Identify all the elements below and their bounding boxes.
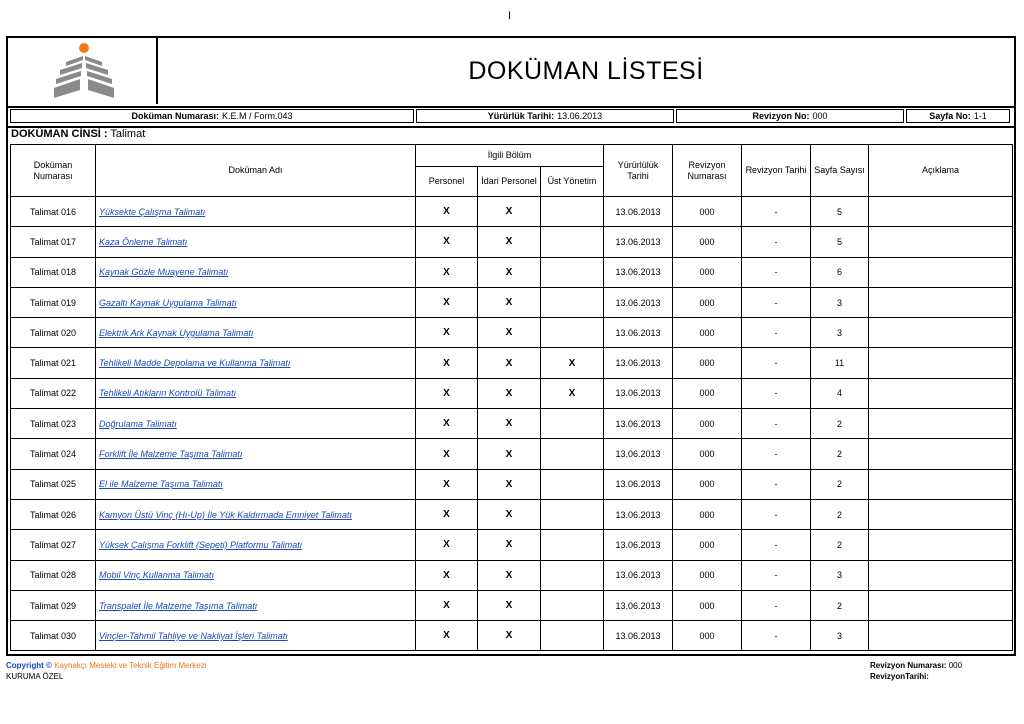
cell-revision-no: 000 xyxy=(673,318,742,348)
effective-date-cell xyxy=(416,109,674,123)
cell-personel: X xyxy=(416,378,478,408)
cell-revision-date: - xyxy=(742,590,811,620)
cell-note xyxy=(869,197,1013,227)
cell-doc-no: Talimat 026 xyxy=(11,499,96,529)
cell-revision-date: - xyxy=(742,621,811,651)
revision-no-value: 000 xyxy=(812,111,828,121)
cell-idari-personel: X xyxy=(478,439,541,469)
cell-effective-date: 13.06.2013 xyxy=(604,348,673,378)
cell-ust-yonetim: X xyxy=(541,348,604,378)
table-row xyxy=(11,621,1013,651)
page-marker: I xyxy=(508,10,512,22)
cell-revision-no: 000 xyxy=(673,530,742,560)
cell-revision-date: - xyxy=(742,499,811,529)
doc-link[interactable]: Yüksek Çalışma Forklift (Sepeti) Platformu Talimatı xyxy=(99,539,303,550)
cell-doc-name xyxy=(96,227,416,257)
cell-doc-no: Talimat 025 xyxy=(11,469,96,499)
cell-doc-no: Talimat 016 xyxy=(11,197,96,227)
cell-personel: X xyxy=(416,227,478,257)
table-row xyxy=(11,287,1013,317)
cell-doc-no: Talimat 019 xyxy=(11,287,96,317)
cell-revision-no: 000 xyxy=(673,287,742,317)
cell-revision-no: 000 xyxy=(673,621,742,651)
document-frame xyxy=(6,36,1016,656)
cell-idari-personel: X xyxy=(478,590,541,620)
doc-link[interactable]: Gazaltı Kaynak Uygulama Talimatı xyxy=(99,297,237,308)
cell-idari-personel: X xyxy=(478,409,541,439)
cell-doc-name xyxy=(96,560,416,590)
cell-revision-date: - xyxy=(742,409,811,439)
cell-ust-yonetim xyxy=(541,409,604,439)
doc-link[interactable]: Transpalet İle Malzeme Taşıma Talimatı xyxy=(99,600,258,611)
cell-idari-personel: X xyxy=(478,318,541,348)
cell-page-count: 5 xyxy=(811,227,869,257)
cell-revision-no: 000 xyxy=(673,348,742,378)
meta-row xyxy=(8,108,1014,128)
footer-right xyxy=(870,660,962,682)
cell-revision-no: 000 xyxy=(673,197,742,227)
cell-effective-date: 13.06.2013 xyxy=(604,287,673,317)
cell-page-count: 3 xyxy=(811,287,869,317)
cell-personel: X xyxy=(416,348,478,378)
cell-revision-date: - xyxy=(742,530,811,560)
cell-revision-date: - xyxy=(742,439,811,469)
cell-revision-date: - xyxy=(742,378,811,408)
doc-number-cell xyxy=(10,109,414,123)
cell-note xyxy=(869,590,1013,620)
cell-revision-no: 000 xyxy=(673,590,742,620)
cell-doc-no: Talimat 022 xyxy=(11,378,96,408)
cell-idari-personel: X xyxy=(478,287,541,317)
cell-revision-no: 000 xyxy=(673,499,742,529)
document-type xyxy=(11,128,145,140)
cell-idari-personel: X xyxy=(478,257,541,287)
cell-personel: X xyxy=(416,621,478,651)
cell-revision-no: 000 xyxy=(673,439,742,469)
cell-note xyxy=(869,378,1013,408)
col-revision-no: Revizyon Numarası xyxy=(673,145,742,197)
doc-link[interactable]: Kaza Önleme Talimatı xyxy=(99,236,188,247)
footer-revision-no-value: 000 xyxy=(948,661,963,670)
cell-doc-name xyxy=(96,499,416,529)
doc-link[interactable]: Tehlikeli Madde Depolama ve Kullanma Talimatı xyxy=(99,358,291,369)
cell-effective-date: 13.06.2013 xyxy=(604,409,673,439)
cell-effective-date: 13.06.2013 xyxy=(604,621,673,651)
table-row xyxy=(11,197,1013,227)
cell-doc-no: Talimat 029 xyxy=(11,590,96,620)
doc-link[interactable]: Kamyon Üstü Vinç (Hı-Up) İle Yük Kaldırmada Emniyet Talimatı xyxy=(99,509,352,520)
cell-ust-yonetim xyxy=(541,621,604,651)
cell-ust-yonetim xyxy=(541,197,604,227)
cell-idari-personel: X xyxy=(478,378,541,408)
cell-page-count: 2 xyxy=(811,530,869,560)
cell-doc-name xyxy=(96,439,416,469)
col-revision-date: Revizyon Tarihi xyxy=(742,145,811,197)
effective-date-value: 13.06.2013 xyxy=(557,111,603,121)
col-ust-yonetim: Üst Yönetim xyxy=(541,167,604,197)
cell-doc-no: Talimat 021 xyxy=(11,348,96,378)
cell-doc-name xyxy=(96,257,416,287)
cell-effective-date: 13.06.2013 xyxy=(604,590,673,620)
cell-personel: X xyxy=(416,318,478,348)
cell-doc-name xyxy=(96,318,416,348)
doc-link[interactable]: Doğrulama Talimatı xyxy=(99,418,177,429)
doc-link[interactable]: El ile Malzeme Taşıma Talimatı xyxy=(99,479,223,490)
table-row xyxy=(11,378,1013,408)
col-personel: Personel xyxy=(416,167,478,197)
cell-personel: X xyxy=(416,499,478,529)
cell-personel: X xyxy=(416,530,478,560)
doc-link[interactable]: Forklift İle Malzeme Taşıma Talimatı xyxy=(99,449,243,460)
cell-idari-personel: X xyxy=(478,348,541,378)
cell-doc-no: Talimat 030 xyxy=(11,621,96,651)
cell-ust-yonetim xyxy=(541,227,604,257)
cell-ust-yonetim xyxy=(541,257,604,287)
cell-revision-date: - xyxy=(742,287,811,317)
document-table xyxy=(10,144,1013,651)
cell-note xyxy=(869,499,1013,529)
table-row xyxy=(11,318,1013,348)
cell-effective-date: 13.06.2013 xyxy=(604,227,673,257)
cell-page-count: 2 xyxy=(811,409,869,439)
col-idari-personel: İdari Personel xyxy=(478,167,541,197)
cell-effective-date: 13.06.2013 xyxy=(604,499,673,529)
doc-number-label: Doküman Numarası: xyxy=(131,111,219,121)
cell-effective-date: 13.06.2013 xyxy=(604,469,673,499)
col-note: Açıklama xyxy=(869,145,1013,197)
cell-doc-name xyxy=(96,530,416,560)
cell-note xyxy=(869,227,1013,257)
logo-icon xyxy=(52,42,114,100)
doc-link[interactable]: Yüksekte Çalışma Talimatı xyxy=(99,206,206,217)
cell-revision-date: - xyxy=(742,560,811,590)
cell-idari-personel: X xyxy=(478,560,541,590)
cell-doc-name xyxy=(96,348,416,378)
doc-link[interactable]: Tehlikeli Atıkların Kontrolü Talimatı xyxy=(99,388,237,399)
cell-page-count: 6 xyxy=(811,257,869,287)
cell-page-count: 5 xyxy=(811,197,869,227)
table-row xyxy=(11,469,1013,499)
cell-personel: X xyxy=(416,590,478,620)
cell-page-count: 2 xyxy=(811,439,869,469)
cell-page-count: 2 xyxy=(811,469,869,499)
cell-personel: X xyxy=(416,197,478,227)
cell-note xyxy=(869,530,1013,560)
doc-link[interactable]: Kaynak Gözle Muayene Talimatı xyxy=(99,267,229,278)
cell-doc-name xyxy=(96,378,416,408)
cell-ust-yonetim xyxy=(541,318,604,348)
cell-note xyxy=(869,560,1013,590)
cell-page-count: 3 xyxy=(811,560,869,590)
cell-note xyxy=(869,621,1013,651)
cell-doc-name xyxy=(96,621,416,651)
cell-revision-no: 000 xyxy=(673,560,742,590)
document-type-value: Talimat xyxy=(110,128,146,140)
doc-number-value: K.E.M / Form.043 xyxy=(222,111,293,121)
table-row xyxy=(11,560,1013,590)
cell-idari-personel: X xyxy=(478,530,541,560)
page-no-cell xyxy=(906,109,1010,123)
cell-effective-date: 13.06.2013 xyxy=(604,318,673,348)
cell-personel: X xyxy=(416,439,478,469)
cell-effective-date: 13.06.2013 xyxy=(604,560,673,590)
cell-ust-yonetim xyxy=(541,560,604,590)
cell-page-count: 2 xyxy=(811,590,869,620)
cell-revision-date: - xyxy=(742,257,811,287)
cell-revision-date: - xyxy=(742,318,811,348)
revision-no-label: Revizyon No: xyxy=(752,111,810,121)
table-row xyxy=(11,348,1013,378)
cell-doc-name xyxy=(96,287,416,317)
cell-personel: X xyxy=(416,409,478,439)
effective-date-label: Yürürlük Tarihi: xyxy=(487,111,555,121)
cell-note xyxy=(869,409,1013,439)
document-title: DOKÜMAN LİSTESİ xyxy=(468,56,704,85)
cell-ust-yonetim xyxy=(541,439,604,469)
cell-ust-yonetim xyxy=(541,469,604,499)
cell-personel: X xyxy=(416,287,478,317)
cell-idari-personel: X xyxy=(478,499,541,529)
cell-doc-no: Talimat 028 xyxy=(11,560,96,590)
cell-page-count: 3 xyxy=(811,318,869,348)
revision-no-cell xyxy=(676,109,904,123)
cell-page-count: 2 xyxy=(811,499,869,529)
col-doc-name: Doküman Adı xyxy=(96,145,416,197)
cell-doc-no: Talimat 018 xyxy=(11,257,96,287)
cell-revision-date: - xyxy=(742,197,811,227)
cell-doc-no: Talimat 024 xyxy=(11,439,96,469)
cell-personel: X xyxy=(416,469,478,499)
logo-cell xyxy=(8,38,158,104)
cell-doc-name xyxy=(96,469,416,499)
page-no-value: 1-1 xyxy=(973,111,987,121)
col-page-count: Sayfa Sayısı xyxy=(811,145,869,197)
cell-ust-yonetim xyxy=(541,499,604,529)
document-type-label: DOKÜMAN CİNSİ : xyxy=(11,128,108,140)
cell-personel: X xyxy=(416,257,478,287)
cell-idari-personel: X xyxy=(478,621,541,651)
page-no-label: Sayfa No: xyxy=(929,111,971,121)
cell-idari-personel: X xyxy=(478,197,541,227)
cell-personel: X xyxy=(416,560,478,590)
cell-doc-no: Talimat 023 xyxy=(11,409,96,439)
cell-note xyxy=(869,469,1013,499)
table-row xyxy=(11,439,1013,469)
table-row xyxy=(11,409,1013,439)
cell-idari-personel: X xyxy=(478,469,541,499)
cell-revision-date: - xyxy=(742,469,811,499)
cell-doc-name xyxy=(96,409,416,439)
table-row xyxy=(11,530,1013,560)
cell-effective-date: 13.06.2013 xyxy=(604,378,673,408)
cell-revision-no: 000 xyxy=(673,378,742,408)
cell-effective-date: 13.06.2013 xyxy=(604,439,673,469)
table-row xyxy=(11,590,1013,620)
cell-note xyxy=(869,439,1013,469)
cell-page-count: 11 xyxy=(811,348,869,378)
cell-effective-date: 13.06.2013 xyxy=(604,530,673,560)
doc-link[interactable]: Elektrik Ark Kaynak Uygulama Talimatı xyxy=(99,327,254,338)
cell-note xyxy=(869,287,1013,317)
cell-doc-name xyxy=(96,590,416,620)
col-dept-group: İlgili Bölüm xyxy=(416,145,604,167)
footer-revision-date-label: RevizyonTarihi: xyxy=(870,672,929,681)
cell-revision-no: 000 xyxy=(673,257,742,287)
table-row xyxy=(11,227,1013,257)
footer-left xyxy=(6,660,206,682)
cell-doc-no: Talimat 020 xyxy=(11,318,96,348)
cell-idari-personel: X xyxy=(478,227,541,257)
copyright-label: Copyright © xyxy=(6,661,52,670)
cell-revision-no: 000 xyxy=(673,409,742,439)
cell-page-count: 4 xyxy=(811,378,869,408)
cell-revision-date: - xyxy=(742,227,811,257)
cell-ust-yonetim xyxy=(541,530,604,560)
table-row xyxy=(11,257,1013,287)
cell-ust-yonetim xyxy=(541,287,604,317)
cell-page-count: 3 xyxy=(811,621,869,651)
cell-revision-no: 000 xyxy=(673,469,742,499)
cell-note xyxy=(869,257,1013,287)
cell-doc-no: Talimat 027 xyxy=(11,530,96,560)
cell-ust-yonetim xyxy=(541,590,604,620)
cell-doc-name xyxy=(96,197,416,227)
cell-note xyxy=(869,348,1013,378)
copyright-org: Kaynakçı Mesleki ve Teknik Eğitim Merkezi xyxy=(54,661,207,670)
col-effective-date: Yürürlülük Tarihi xyxy=(604,145,673,197)
cell-effective-date: 13.06.2013 xyxy=(604,257,673,287)
cell-revision-no: 000 xyxy=(673,227,742,257)
col-doc-no: Doküman Numarası xyxy=(11,145,96,197)
cell-effective-date: 13.06.2013 xyxy=(604,197,673,227)
cell-doc-no: Talimat 017 xyxy=(11,227,96,257)
private-label: KURUMA ÖZEL xyxy=(6,672,64,681)
cell-ust-yonetim: X xyxy=(541,378,604,408)
doc-link[interactable]: Vinçler-Tahmil Tahliye ve Nakliyat İşleri Talimatı xyxy=(99,630,288,641)
footer-revision-no-label: Revizyon Numarası: xyxy=(870,661,947,670)
cell-note xyxy=(869,318,1013,348)
cell-revision-date: - xyxy=(742,348,811,378)
doc-link[interactable]: Mobil Vinç Kullanma Talimatı xyxy=(99,570,215,581)
table-row xyxy=(11,499,1013,529)
header-row xyxy=(8,38,1014,108)
